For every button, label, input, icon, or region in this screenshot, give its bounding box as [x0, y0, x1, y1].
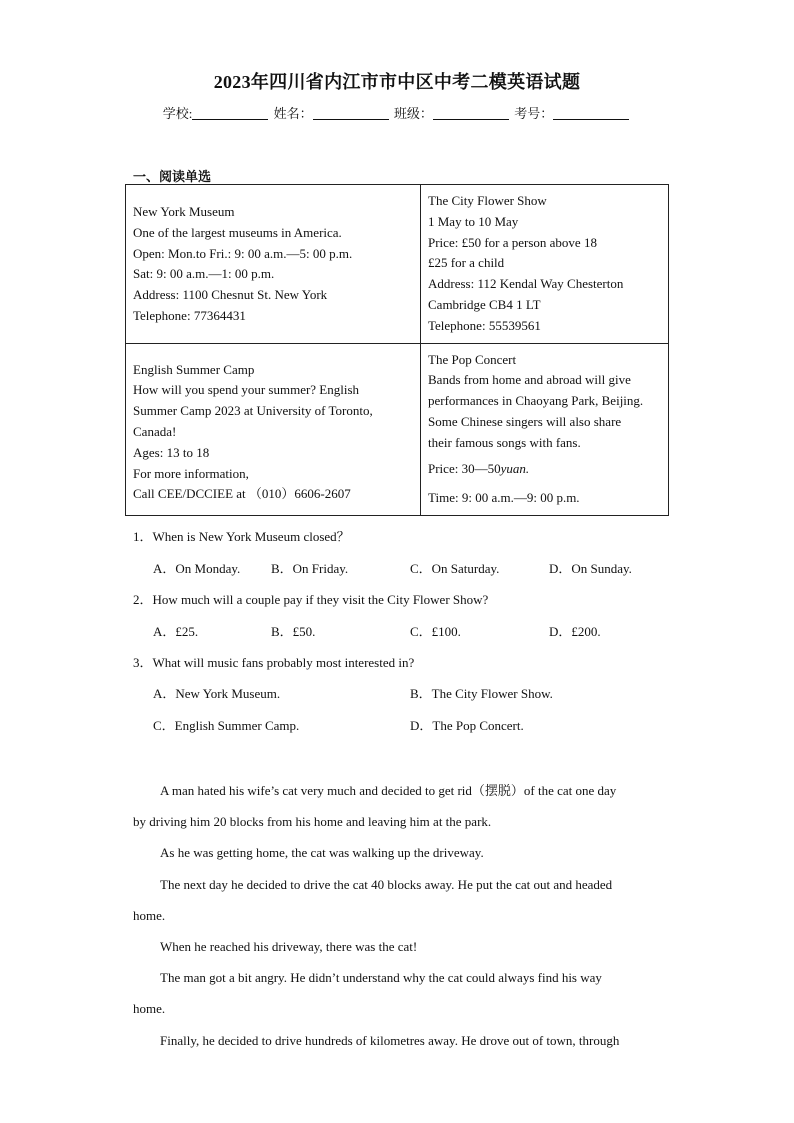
page-title: 2023年四川省内江市市中区中考二模英语试题 [213, 72, 581, 92]
museum-ad-line: Sat: 9: 00 a.m.—1: 00 p.m. [133, 266, 275, 282]
passage-line: The man got a bit angry. He didn’t understand why the cat could always find his way [160, 970, 602, 986]
price-text: Price: 30—50 [428, 460, 501, 476]
museum-ad-line: Address: 1100 Chesnut St. New York [133, 287, 328, 303]
passage-line: The next day he decided to drive the cat 40 blocks away. He put the cat out and headed [160, 876, 613, 892]
passage-paragraph [133, 1025, 661, 1056]
museum-ad [126, 185, 421, 344]
pop-concert-line: Some Chinese singers will also share [428, 413, 622, 429]
pop-concert-time: Time: 9: 00 a.m.—9: 00 p.m. [428, 490, 580, 506]
flower-show-line: 1 May to 10 May [428, 213, 519, 229]
summer-camp-line: Canada! [133, 423, 177, 439]
passage-line: Finally, he decided to drive hundreds of kilometres away. He drove out of town, through [160, 1032, 620, 1048]
passage-line: home. [133, 1001, 166, 1017]
question-option[interactable]: A．On Monday. [153, 561, 241, 576]
flower-show-line: Cambridge CB4 1 LT [428, 296, 541, 312]
pop-concert-ad [421, 343, 669, 516]
passage-paragraph [133, 931, 661, 962]
student-info-line [0, 103, 794, 122]
pop-concert-line: performances in Chaoyang Park, Beijing. [428, 393, 644, 409]
summer-camp-ad [126, 343, 421, 516]
class-blank[interactable] [433, 106, 509, 120]
question-option[interactable]: B．£50. [271, 624, 316, 639]
question-option[interactable]: D．On Sunday. [549, 561, 632, 576]
question-option[interactable]: B．On Friday. [271, 561, 349, 576]
passage-line: A man hated his wife’s cat very much and decided to get rid（摆脱）of the cat one day [160, 783, 617, 798]
museum-ad-line: Telephone: 77364431 [133, 307, 246, 323]
question-option[interactable]: C．£100. [410, 624, 461, 639]
summer-camp-line: Summer Camp 2023 at University of Toronto, [133, 403, 373, 419]
summer-camp-line: English Summer Camp [133, 361, 255, 377]
flower-show-line: Price: £50 for a person above 18 [428, 234, 597, 250]
flower-show-line: The City Flower Show [428, 193, 547, 208]
museum-ad-line: New York Museum [133, 204, 235, 219]
question-option[interactable]: C．English Summer Camp. [153, 718, 300, 733]
question-stem: 1．When is New York Museum closed？ [133, 529, 350, 544]
pop-concert-line: The Pop Concert [428, 351, 517, 367]
pop-concert-price [428, 459, 661, 480]
school-blank[interactable] [192, 106, 268, 120]
question-stem: 2．How much will a couple pay if they visit the City Flower Show? [133, 592, 489, 607]
flower-show-line: Telephone: 55539561 [428, 317, 541, 333]
passage-paragraph [133, 775, 661, 837]
school-label: 学校: [162, 106, 193, 121]
question-option[interactable]: A．£25. [153, 624, 199, 639]
museum-ad-line: Open: Mon.to Fri.: 9: 00 a.m.—5: 00 p.m. [133, 245, 353, 261]
passage-line: home. [133, 907, 166, 923]
section-title: 一、阅读单选 [133, 169, 212, 184]
passage-paragraph [133, 837, 661, 868]
question-stem: 3．What will music fans probably most interested in? [133, 655, 415, 670]
exam-no-blank[interactable] [553, 106, 629, 120]
exam-no-label: 考号： [514, 106, 554, 121]
summer-camp-line: For more information, [133, 465, 249, 481]
passage-paragraph [133, 869, 661, 931]
question-option[interactable]: A．New York Museum. [153, 686, 281, 701]
passage-paragraph [133, 962, 661, 1024]
museum-ad-line: One of the largest museums in America. [133, 224, 342, 240]
class-label: 班级： [393, 106, 433, 121]
question-option[interactable]: D．The Pop Concert. [410, 718, 524, 733]
name-label: 姓名： [273, 106, 313, 121]
question-option[interactable]: C．On Saturday. [410, 561, 500, 576]
passage-line: As he was getting home, the cat was walking up the driveway. [160, 845, 484, 861]
summer-camp-line: How will you spend your summer? English [133, 382, 360, 398]
summer-camp-line: Call CEE/DCCIEE at （010）6606-2607 [133, 486, 351, 502]
flower-show-ad [421, 185, 669, 344]
pop-concert-line: their famous songs with fans. [428, 434, 581, 450]
passage-line: by driving him 20 blocks from his home and leaving him at the park. [133, 814, 492, 830]
name-blank[interactable] [313, 106, 389, 120]
question-option[interactable]: D．£200. [549, 624, 601, 639]
flower-show-line: £25 for a child [428, 255, 505, 271]
pop-concert-line: Bands from home and abroad will give [428, 372, 631, 388]
price-unit: yuan. [500, 460, 530, 476]
ads-table [125, 184, 669, 516]
passage-line: When he reached his driveway, there was the cat! [160, 939, 418, 955]
reading-passage [133, 775, 661, 1056]
question-option[interactable]: B．The City Flower Show. [410, 686, 553, 701]
flower-show-line: Address: 112 Kendal Way Chesterton [428, 276, 624, 292]
summer-camp-line: Ages: 13 to 18 [133, 444, 210, 460]
